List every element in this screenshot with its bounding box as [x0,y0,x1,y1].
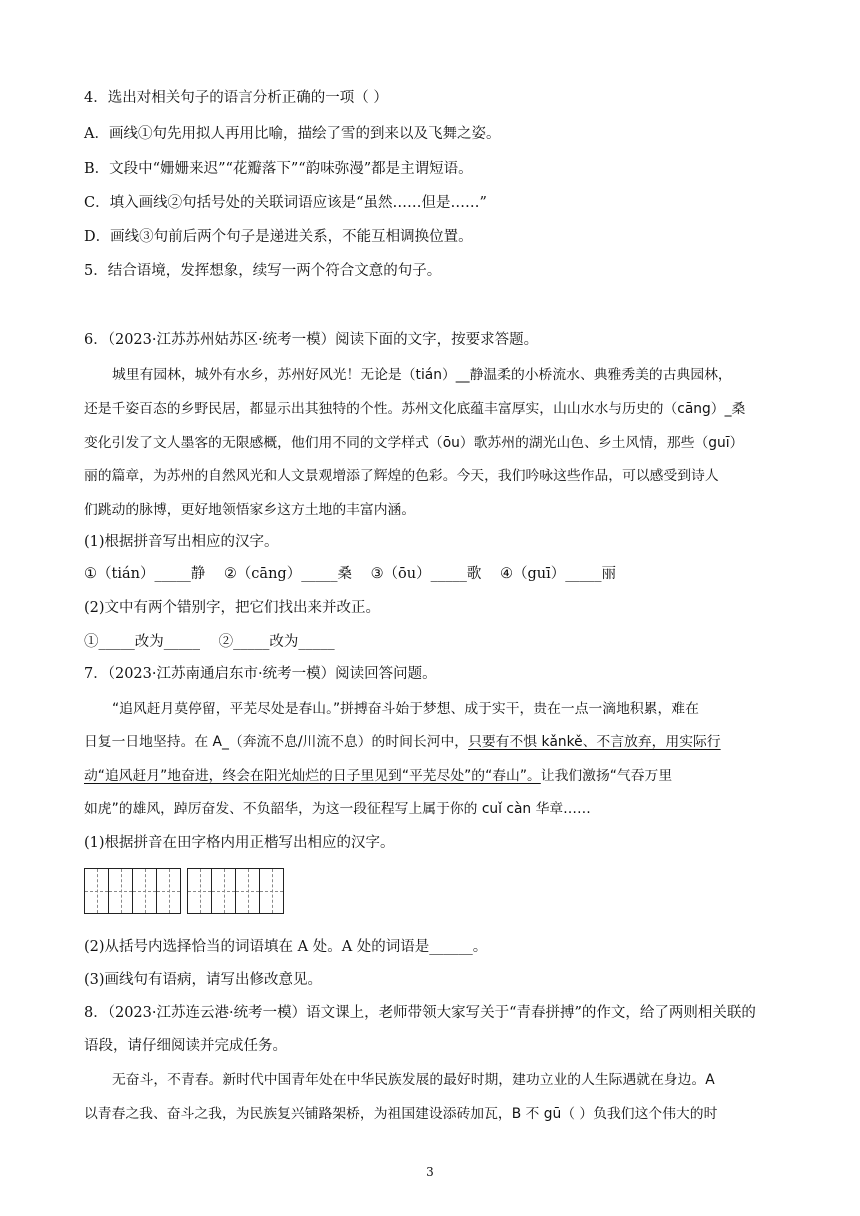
q5-stem: 5．结合语境，发挥想象，续写一两个符合文意的句子。 [84,263,442,279]
q7-sub2: (2)从括号内选择恰当的词语填在 A 处。A 处的词语是______。 [84,939,488,955]
q6-correction-1: ①_____改为_____ [84,634,200,650]
q4-option-d: D．画线③句前后两个句子是递进关系，不能互相调换位置。 [84,229,473,245]
q8-stem: 8．（2023·江苏连云港·统考一模）语文课上，老师带领大家写关于“青春拼搏”的作文，给了两则相关联的 [84,1005,756,1021]
tianzige-cell[interactable] [132,869,156,913]
q7-underlined-sentence: 只要有不惧 kǎnkě、不言放弃，用实际行 [468,734,721,750]
q7-stem: 7．（2023·江苏南通启东市·统考一模）阅读回答问题。 [84,666,437,682]
q6-passage-line: 们跳动的脉博，更好地领悟家乡这方土地的丰富内涵。 [84,502,416,518]
q4-stem: 4．选出对相关句子的语言分析正确的一项（ ） [84,90,388,106]
q7-passage-text: 日复一日地坚持。在 A_（奔流不息/川流不息）的时间长河中， [84,734,469,750]
q7-passage-line: 如虎”的雄风，踔厉奋发、不负韶华，为这一段征程写上属于你的 cuǐ càn 华章…… [84,801,591,817]
q7-sub3: (3)画线句有语病，请写出修改意见。 [84,972,323,988]
q6-sub1-blanks [84,564,616,584]
q6-blank-1: ①（tián）_____静 [84,566,206,582]
q6-passage-line: 丽的篇章，为苏州的自然风光和人文景观增添了辉煌的色彩。今天，我们吟咏这些作品，可以感受到诗人 [84,468,719,484]
q7-passage-text: 让我们激扬“气吞万里 [540,768,673,784]
q6-passage-line: 还是千姿百态的乡野民居，都显示出其独特的个性。苏州文化底蕴丰富厚实，山山水水与历史的（cāng）_桑 [84,401,746,417]
q6-sub1: (1)根据拼音写出相应的汉字。 [84,534,279,550]
q7-passage-line [84,766,672,786]
tianzige-cell[interactable] [235,869,259,913]
q7-passage-line: “追风赶月莫停留，平芜尽处是春山。”拼搏奋斗始于梦想、成于实干，贵在一点一滴地积累，难在 [112,701,699,717]
tianzige-cell[interactable] [188,869,211,913]
q6-passage-line: 变化引发了文人墨客的无限感概，他们用不同的文学样式（ōu）歌苏州的湖光山色、乡土风情，那些（guī） [84,435,744,451]
q8-passage-line: 以青春之我、奋斗之我，为民族复兴铺路架桥，为祖国建设添砖加瓦，B 不 gū（ ）负我们这个伟大的时 [84,1106,718,1122]
tianzige-group [187,868,284,914]
q4-option-a: A．画线①句先用拟人再用比喻，描绘了雪的到来以及飞舞之姿。 [84,126,501,142]
q4-option-b: B．文段中“姗姗来迟”“花瓣落下”“韵味弥漫”都是主谓短语。 [84,161,473,177]
tianzige-cell[interactable] [108,869,132,913]
q7-passage-line [84,732,721,752]
q8-stem-cont: 语段，请仔细阅读并完成任务。 [84,1038,287,1054]
q8-passage-line: 无奋斗，不青春。新时代中国青年处在中华民族发展的最好时期，建功立业的人生际遇就在身边。A [112,1072,715,1088]
q6-blank-4: ④（guī）_____丽 [500,566,617,582]
q6-passage-line: 城里有园林，城外有水乡，苏州好风光！无论是（tián）__静温柔的小桥流水、典雅秀美的古典园林， [112,367,732,383]
q6-correction-2: ②_____改为_____ [218,634,335,650]
q7-sub1: (1)根据拼音在田字格内用正楷写出相应的汉字。 [84,835,395,851]
q4-option-c: C．填入画线②句括号处的关联词语应该是“虽然……但是……” [84,195,487,211]
q6-blank-2: ②（cāng）_____桑 [223,566,352,582]
q6-blank-3: ③（ōu）_____歌 [370,566,482,582]
q6-sub2-blanks [84,632,335,652]
tianzige-group [84,868,181,914]
q6-stem: 6．（2023·江苏苏州姑苏区·统考一模）阅读下面的文字，按要求答题。 [84,332,539,348]
q6-sub2: (2)文中有两个错别字，把它们找出来并改正。 [84,600,381,616]
q7-underlined-sentence: 动“追风赶月”地奋进，终会在阳光灿烂的日子里见到“平芜尽处”的“春山”。 [84,768,541,784]
tianzige-cell[interactable] [85,869,108,913]
page-number: 3 [426,1165,434,1179]
tianzige-cell[interactable] [259,869,283,913]
tianzige-cell[interactable] [211,869,235,913]
tianzige-cell[interactable] [156,869,180,913]
tianzige-grid [84,868,284,914]
